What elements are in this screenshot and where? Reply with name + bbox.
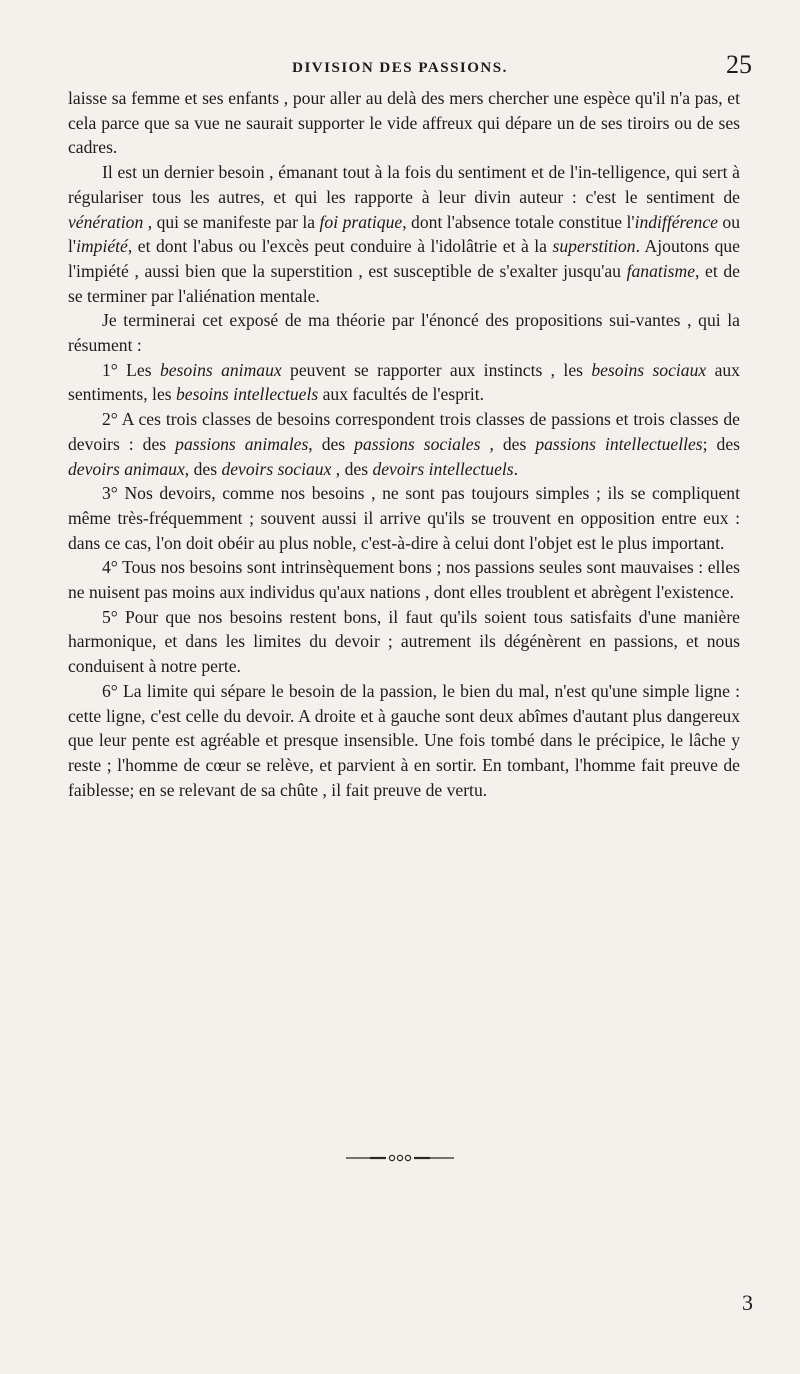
- ornament-rule-icon: [340, 1153, 460, 1163]
- italic-term: vénération: [68, 211, 144, 232]
- running-head: DIVISION DES PASSIONS.: [292, 60, 508, 76]
- italic-term: devoirs sociaux: [221, 458, 332, 479]
- italic-term: passions intellectuelles: [535, 433, 703, 454]
- italic-term: devoirs intellectuels: [372, 458, 514, 479]
- italic-term: besoins animaux: [159, 359, 282, 380]
- body-text: [68, 86, 740, 802]
- italic-term: besoins sociaux: [591, 359, 707, 380]
- proposition-5: 5° Pour que nos besoins restent bons, il faut qu'ils soient tous satisfaits d'une manière harmonique, et dans les limites du devoir ; autrement ils dégénèrent en passions, et nous conduisent à notre perte.: [68, 606, 740, 677]
- proposition-2: 2° A ces trois classes de besoins correspondent trois classes de passions et trois classes de devoirs : des passions animales, des passions sociales , des passions intellectuelles; des devoirs animaux, des devoirs sociaux , des devoirs intellectuels.: [68, 409, 740, 479]
- proposition-6: 6° La limite qui sépare le besoin de la passion, le bien du mal, n'est qu'une simple ligne : cette ligne, c'est celle du devoir. A droite et à gauche sont deux abîmes d'autant plus dangereux que leur pente est agréable et presque insensible. Une fois tombé dans le précipice, le lâche y reste ; l'homme de cœur se relève, et parvient à en sortir. En tombant, l'homme fait preuve de faiblesse; en se relevant de sa chûte , il fait preuve de vertu.: [68, 680, 740, 800]
- italic-term: devoirs animaux: [68, 458, 185, 479]
- proposition-3: 3° Nos devoirs, comme nos besoins , ne sont pas toujours simples ; ils se compliquent même très-fréquemment ; souvent aussi il arrive qu'ils se trouvent en opposition entre eux : dans ce cas, l'on doit obéir au plus noble, c'est-à-dire à celui dont l'objet est le plus important.: [68, 483, 740, 553]
- italic-term: impiété: [76, 236, 128, 257]
- italic-term: passions sociales: [354, 433, 481, 454]
- proposition-4: 4° Tous nos besoins sont intrinsèquement bons ; nos passions seules sont mauvaises : elles ne nuisent pas moins aux individus qu'aux nations , dont elles troublent et abrègent l'existence.: [68, 557, 740, 603]
- italic-term: foi pratique: [319, 211, 403, 232]
- paragraph: Il est un dernier besoin , émanant tout à la fois du sentiment et de l'in-telligence, qui sert à régulariser tous les autres, et qui les rapporte à leur divin auteur : c'est le sentiment de vénération , qui se manifeste par la foi pratique, dont l'absence totale constitue l'indifférence ou l'impiété, et dont l'abus ou l'excès peut conduire à l'idolâtrie et à la superstition. Ajoutons que l'impiété , aussi bien que la superstition , est susceptible de s'exalter jusqu'au fanatisme, et de se terminer par l'aliénation mentale.: [68, 162, 740, 306]
- proposition-1: 1° Les besoins animaux peuvent se rapporter aux instincts , les besoins sociaux aux sentiments, les besoins intellectuels aux facultés de l'esprit.: [68, 359, 740, 405]
- page-number: 25: [726, 50, 752, 79]
- italic-term: fanatisme: [626, 260, 696, 281]
- italic-term: indifférence: [634, 211, 718, 232]
- section-end-ornament: [0, 1150, 800, 1168]
- italic-term: superstition: [552, 236, 636, 257]
- paragraph: laisse sa femme et ses enfants , pour aller au delà des mers chercher une espèce qu'il n'a pas, et cela parce que sa vue ne saurait supporter le vide affreux qui dépare un de ses tiroirs ou de ses cadres.: [68, 88, 740, 158]
- signature-mark: 3: [742, 1290, 753, 1315]
- italic-term: passions animales: [175, 433, 309, 454]
- page-header: [0, 50, 800, 84]
- paragraph: Je terminerai cet exposé de ma théorie par l'énoncé des propositions sui-vantes , qui la résument :: [68, 310, 740, 356]
- italic-term: besoins intellectuels: [176, 384, 319, 405]
